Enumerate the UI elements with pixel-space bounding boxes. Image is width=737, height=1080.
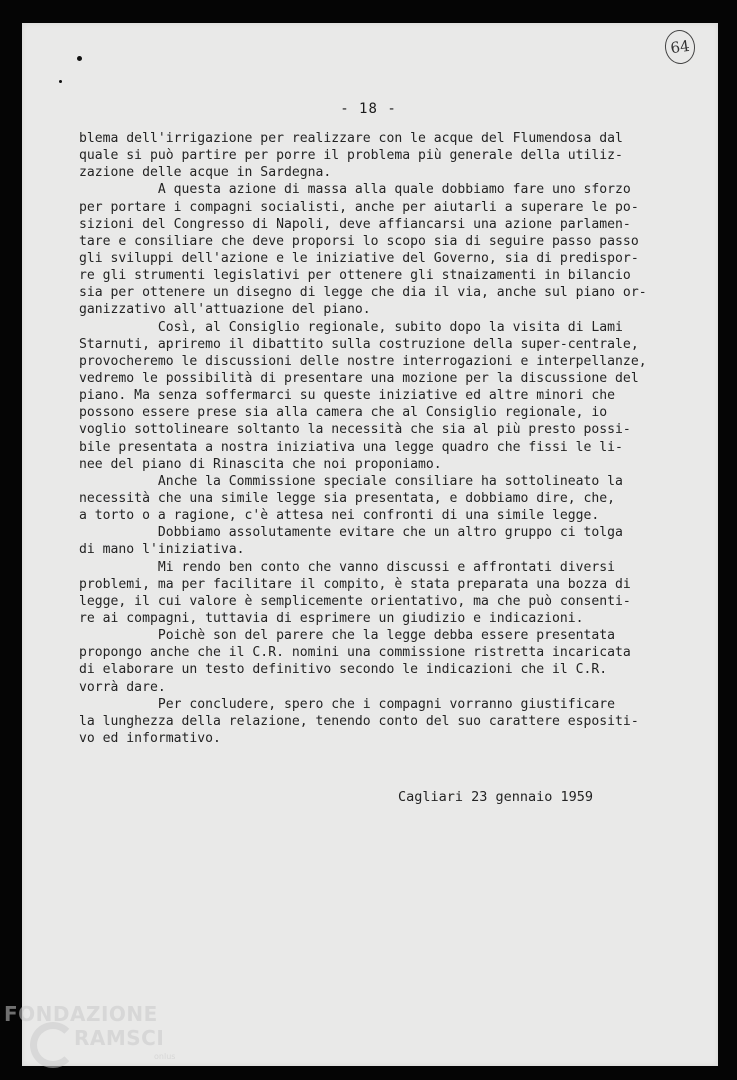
text-line: per portare i compagni socialisti, anche per aiutarli a superare le po- [79,199,639,215]
text-line: Per concludere, spero che i compagni vorranno giustificare [79,696,616,712]
text-line: Mi rendo ben conto che vanno discussi e affrontati diversi [79,559,616,575]
date-signoff: Cagliari 23 gennaio 1959 [398,789,594,805]
text-line: quale si può partire per porre il problema più generale della utiliz- [79,148,623,164]
watermark-line1: FONDAZIONE [4,1002,158,1026]
text-line: sia per ottenere un disegno di legge che dia il via, anche sul piano or- [79,285,647,301]
text-line: sizioni del Congresso di Napoli, deve affiancarsi una azione parlamen- [79,216,631,232]
watermark-logo [4,1000,204,1078]
text-line: Anche la Commissione speciale consiliare ha sottolineato la [79,473,623,489]
text-line: Dobbiamo assolutamente evitare che un altro gruppo ci tolga [79,525,623,541]
text-line: re gli strumenti legislativi per ottenere gli stnaizamenti in bilancio [79,268,631,284]
text-line: legge, il cui valore è semplicemente orientativo, ma che può consenti- [79,593,631,609]
text-line: blema dell'irrigazione per realizzare con le acque del Flumendosa dal [79,131,623,146]
text-line: vorrà dare. [79,679,166,695]
text-line: piano. Ma senza soffermarci su queste iniziative ed altre minori che [79,388,616,404]
text-line: problemi, ma per facilitare il compito, è stata preparata una bozza di [79,576,631,592]
letter-body [79,130,699,747]
text-line: nee del piano di Rinascita che noi proponiamo. [79,456,442,472]
page-number: - 18 - [340,101,397,117]
text-line: a torto o a ragione, c'è attesa nei confronti di una simile legge. [79,508,600,524]
text-line: zazione delle acque in Sardegna. [79,165,332,181]
text-line: re ai compagni, tuttavia di esprimere un giudizio e indicazioni. [79,610,584,626]
text-line: di mano l'iniziativa. [79,542,245,558]
text-line: vedremo le possibilità di presentare una mozione per la discussione del [79,370,639,386]
text-line: voglio sottolineare soltanto la necessità che sia al più presto possi- [79,422,631,438]
text-line: Così, al Consiglio regionale, subito dopo la visita di Lami [79,319,623,335]
text-line: Starnuti, apriremo il dibattito sulla costruzione della super-centrale, [79,336,639,352]
handwritten-page-annotation: 64 [663,28,697,66]
text-line: A questa azione di massa alla quale dobbiamo fare uno sforzo [79,182,631,198]
text-line: propongo anche che il C.R. nomini una commissione ristretta incaricata [79,645,631,661]
text-line: provocheremo le discussioni delle nostre interrogazioni e interpellanze, [79,353,647,369]
text-line: vo ed informativo. [79,730,221,746]
text-line: gli sviluppi dell'azione e le iniziative del Governo, sia di predispor- [79,250,639,266]
g-logo-icon [30,1022,76,1068]
text-line: possono essere prese sia alla camera che al Consiglio regionale, io [79,405,608,421]
ink-dot [77,56,82,61]
text-line: ganizzativo all'attuazione del piano. [79,302,371,318]
text-line: necessità che una simile legge sia presentata, e dobbiamo dire, che, [79,490,616,506]
ink-dot [59,80,62,83]
text-line: Poichè son del parere che la legge debba essere presentata [79,628,616,644]
text-line: tare e consiliare che deve proporsi lo scopo sia di seguire passo passo [79,233,639,249]
text-line: la lunghezza della relazione, tenendo conto del suo carattere espositi- [79,713,639,729]
text-line: bile presentata a nostra iniziativa una legge quadro che fissi le li- [79,439,623,455]
watermark-small: onlus [154,1052,176,1061]
text-line: di elaborare un testo definitivo secondo le indicazioni che il C.R. [79,662,608,678]
watermark-line2: RAMSCI [74,1026,165,1050]
